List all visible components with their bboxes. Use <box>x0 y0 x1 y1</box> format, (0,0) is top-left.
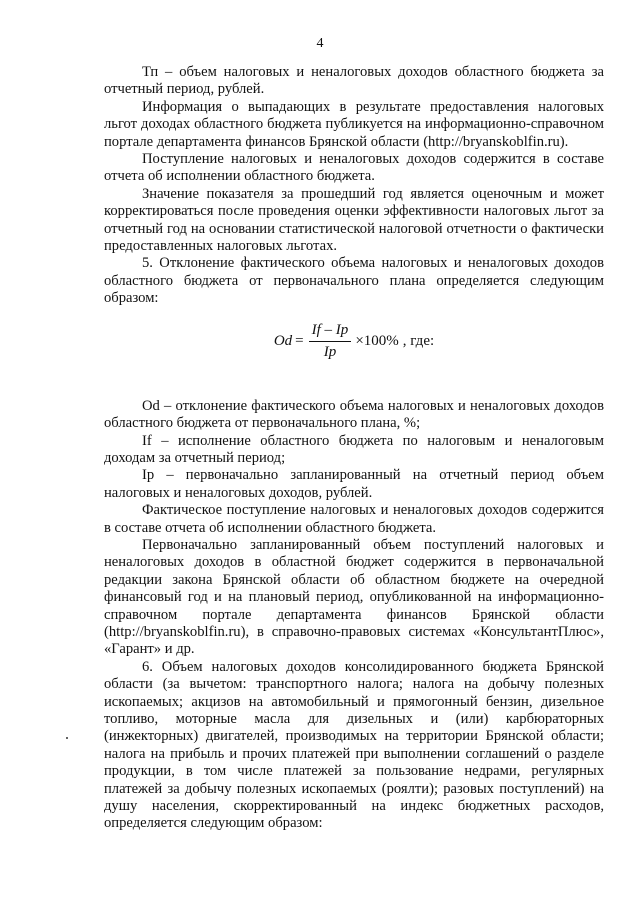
paragraph-section-6: 6. Объем налоговых доходов консолидированного бюджета Брянской области (за вычетом: транспортного налога; налога на добычу полезных ископаемых; акцизов на автомобильный и прямогонный бензин, дизельное топливо, моторные масла для дизельных и (или) карбюраторных (инжекторных) двигателей, производимых на территории Брянской области; налога на прибыль и прочих платежей при выполнении соглашений о разделе продукции, в том числе платежей за пользование недрами, регулярных платежей за добычу полезных ископаемых (роялти); разовых поступлений) на душу населения, скорректированный на индекс бюджетных расходов, определяется следующим образом: <box>104 658 604 832</box>
paragraph-revenue-report: Поступление налоговых и неналоговых доходов содержится в составе отчета об исполнении областного бюджета. <box>104 151 604 185</box>
paragraph-planned-revenue: Первоначально запланированный объем поступлений налоговых и неналоговых доходов в областной бюджет содержится в первоначальной редакции закона Брянской области об областном бюджете на очередной финансовый год и на плановый период, опубликованной на информационно-справочном портале департамента финансов Брянской области (http://bryanskoblfin.ru), в справочно-правовых системах «КонсультантПлюс», «Гарант» и др. <box>104 536 604 658</box>
paragraph-if-definition: If – исполнение областного бюджета по налоговым и неналоговым доходам за отчетный период; <box>104 432 604 466</box>
formula-lhs: Od <box>273 332 293 349</box>
formula-denominator: Ip <box>323 344 337 361</box>
paragraph-od-definition: Od – отклонение фактического объема налоговых и неналоговых доходов областного бюджета от первоначального плана, %; <box>104 397 604 432</box>
formula-multiplier: ×100% <box>355 332 399 349</box>
formula-numerator: If – Ip <box>309 322 352 342</box>
scan-artifact-dot <box>66 737 68 739</box>
formula-where: , где: <box>402 332 435 349</box>
deviation-formula <box>104 310 604 374</box>
paragraph-actual-revenue: Фактическое поступление налоговых и неналоговых доходов содержится в составе отчета об исполнении областного бюджета. <box>104 502 604 536</box>
paragraph-tp-definition: Тп – объем налоговых и неналоговых доходов областного бюджета за отчетный период, рублей. <box>104 64 604 98</box>
paragraph-ip-definition: Ip – первоначально запланированный на отчетный период объем налоговых и неналоговых доходов, рублей. <box>104 467 604 501</box>
spacer <box>104 382 604 398</box>
formula-fraction <box>309 322 352 362</box>
paragraph-lost-revenue-info: Информация о выпадающих в результате предоставления налоговых льгот доходах областного бюджета публикуется на информационно-справочном портале департамента финансов Брянской области (http://bryanskoblfin.ru). <box>104 98 604 150</box>
paragraph-section-5-heading: 5. Отклонение фактического объема налоговых и неналоговых доходов областного бюджета от первоначального плана определяется следующим образом: <box>104 255 604 307</box>
document-body <box>104 64 604 833</box>
paragraph-estimate-note: Значение показателя за прошедший год является оценочным и может корректироваться после проведения оценки эффективности налоговых льгот за отчетный год на основании статистической налоговой отчетности о фактически предоставленных налоговых льготах. <box>104 185 604 255</box>
formula-equals: = <box>295 332 304 349</box>
page-number: 4 <box>316 36 324 51</box>
